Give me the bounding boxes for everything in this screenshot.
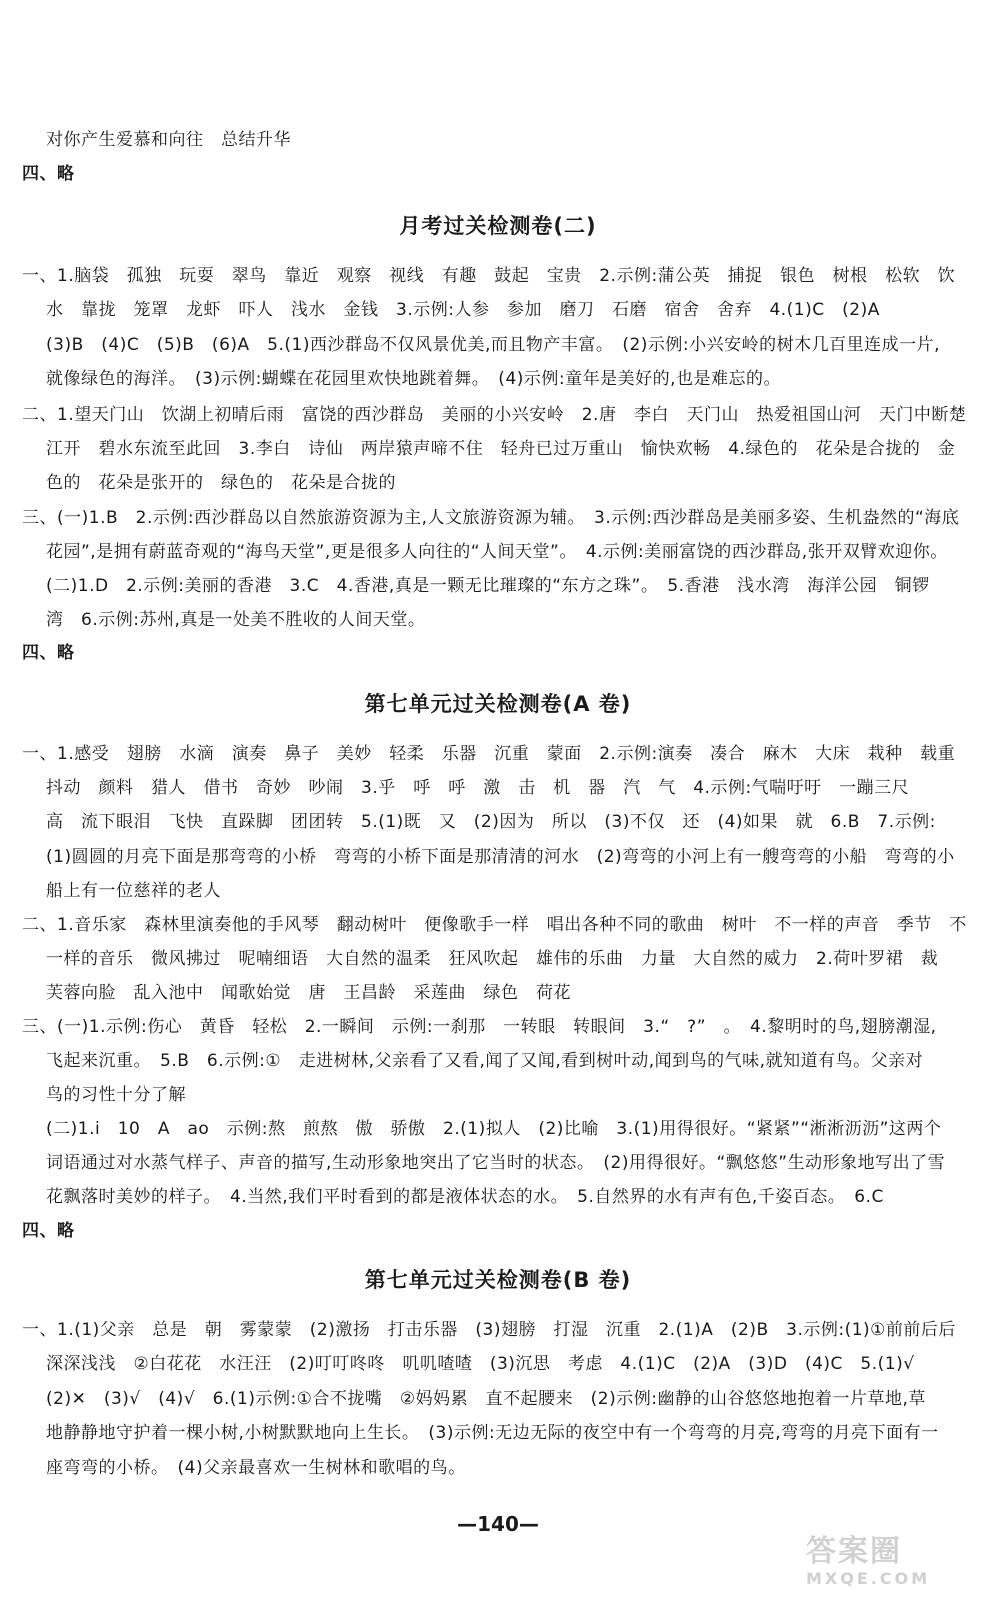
text-line: (2)✕ (3)√ (4)√ 6.(1)示例:①合不拢嘴 ②妈妈累 直不起腰来 (2)示例:幽静的山谷悠悠地抱着一片草地,草 <box>46 1389 926 1409</box>
text-line: 三、(一)1.示例:伤心 黄昏 轻松 2.一瞬间 示例:一刹那 一转眼 转眼间 3.“ ?” 。 4.黎明时的鸟,翅膀潮湿, <box>22 1017 937 1037</box>
text-line: 一、1.感受 翅膀 水滴 演奏 鼻子 美妙 轻柔 乐器 沉重 蒙面 2.示例:演奏 凑合 麻木 大床 栽种 载重 <box>22 744 956 764</box>
text-line: 地静静地守护着一棵小树,小树默默地向上生长。 (3)示例:无边无际的夜空中有一个弯弯的月亮,弯弯的月亮下面有一 <box>46 1423 939 1443</box>
text-line: (二)1.i 10 A ao 示例:熬 煎熬 傲 骄傲 2.(1)拟人 (2)比喻 3.(1)用得很好。“紧紧”“淅淅沥沥”这两个 <box>46 1119 942 1139</box>
text-line: 词语通过对水蒸气样子、声音的描写,生动形象地突出了它当时的状态。 (2)用得很好。“飘悠悠”生动形象地写出了雪 <box>46 1153 946 1173</box>
text-line: 抖动 颜料 猎人 借书 奇妙 吵闹 3.乎 呼 呼 激 击 机 器 汽 气 4.示例:气喘吁吁 一蹦三尺 <box>46 778 910 798</box>
watermark-title: 答案圈 <box>806 1534 902 1569</box>
text-line: 色的 花朵是张开的 绿色的 花朵是合拢的 <box>46 473 396 493</box>
text-line: 飞起来沉重。 5.B 6.示例:① 走进树林,父亲看了又看,闻了又闻,看到树叶动,闻到鸟的气味,就知道有鸟。父亲对 <box>46 1051 924 1071</box>
text-line: 江开 碧水东流至此回 3.李白 诗仙 两岸猿声啼不住 轻舟已过万重山 愉快欢畅 4.绿色的 花朵是合拢的 金 <box>46 439 956 459</box>
text-line: 花园”,是拥有蔚蓝奇观的“海鸟天堂”,更是很多人向往的“人间天堂”。 4.示例:美丽富饶的西沙群岛,张开双臂欢迎你。 <box>46 542 948 562</box>
text-line: 湾 6.示例:苏州,真是一处美不胜收的人间天堂。 <box>46 610 426 630</box>
text-line: 一、1.脑袋 孤独 玩耍 翠鸟 靠近 观察 视线 有趣 鼓起 宝贵 2.示例:蒲公英 捕捉 银色 树根 松软 饮 <box>22 266 956 286</box>
text-line: 鸟的习性十分了解 <box>46 1085 186 1105</box>
text-line: 就像绿色的海洋。 (3)示例:蝴蝶在花园里欢快地跳着舞。 (4)示例:童年是美好的,也是难忘的。 <box>46 369 782 389</box>
text-line: 座弯弯的小桥。 (4)父亲最喜欢一生树林和歌唱的鸟。 <box>46 1458 466 1478</box>
text-line: 二、1.望天门山 饮湖上初晴后雨 富饶的西沙群岛 美丽的小兴安岭 2.唐 李白 天门山 热爱祖国山河 天门中断楚 <box>22 405 967 425</box>
text-line: 深深浅浅 ②白花花 水汪汪 (2)叮叮咚咚 叽叽喳喳 (3)沉思 考虑 4.(1)C (2)A (3)D (4)C 5.(1)√ <box>46 1354 915 1374</box>
text-line: 花飘落时美妙的样子。 4.当然,我们平时看到的都是液体状态的水。 5.自然界的水有声有色,千姿百态。 6.C <box>46 1187 884 1207</box>
text-line: 一、1.(1)父亲 总是 朝 雾蒙蒙 (2)激扬 打击乐器 (3)翅膀 打湿 沉重 2.(1)A (2)B 3.示例:(1)①前前后后 <box>22 1320 956 1340</box>
text-line: 芙蓉向脸 乱入池中 闻歌始觉 唐 王昌龄 采莲曲 绿色 荷花 <box>46 983 571 1003</box>
watermark-url: MXQE.COM <box>806 1569 931 1588</box>
section-heading: 四、略 <box>22 643 75 663</box>
section-title: 第七单元过关检测卷(A 卷) <box>364 692 632 716</box>
section-title: 第七单元过关检测卷(B 卷) <box>364 1268 632 1292</box>
text-line: (1)圆圆的月亮下面是那弯弯的小桥 弯弯的小桥下面是那清清的河水 (2)弯弯的小河上有一艘弯弯的小船 弯弯的小 <box>46 847 955 867</box>
text-line: 三、(一)1.B 2.示例:西沙群岛以自然旅游资源为主,人文旅游资源为辅。 3.示例:西沙群岛是美丽多姿、生机盎然的“海底 <box>22 508 960 528</box>
text-line: 二、1.音乐家 森林里演奏他的手风琴 翻动树叶 便像歌手一样 唱出各种不同的歌曲 树叶 不一样的声音 季节 不 <box>22 915 967 935</box>
text-line: 一样的音乐 微风拂过 呢喃细语 大自然的温柔 狂风吹起 雄伟的乐曲 力量 大自然的威力 2.荷叶罗裙 裁 <box>46 949 939 969</box>
page-number: —140— <box>457 1512 539 1536</box>
text-line: (二)1.D 2.示例:美丽的香港 3.C 4.香港,真是一颗无比璀璨的“东方之珠”。 5.香港 浅水湾 海洋公园 铜锣 <box>46 576 930 596</box>
text-line: (3)B (4)C (5)B (6)A 5.(1)西沙群岛不仅风景优美,而且物产丰富。 (2)示例:小兴安岭的树木几百里连成一片, <box>46 335 941 355</box>
text-line: 对你产生爱慕和向往 总结升华 <box>46 130 291 150</box>
text-line: 水 靠拢 笼罩 龙虾 吓人 浅水 金钱 3.示例:人参 参加 磨刀 石磨 宿舍 舍弃 4.(1)C (2)A <box>46 300 880 320</box>
section-heading: 四、略 <box>22 1221 75 1241</box>
text-line: 船上有一位慈祥的老人 <box>46 881 221 901</box>
section-heading: 四、略 <box>22 164 75 184</box>
watermark-logo <box>806 1535 984 1595</box>
section-title: 月考过关检测卷(二) <box>399 214 597 238</box>
text-line: 高 流下眼泪 飞快 直跺脚 团团转 5.(1)既 又 (2)因为 所以 (3)不仅 还 (4)如果 就 6.B 7.示例: <box>46 812 936 832</box>
